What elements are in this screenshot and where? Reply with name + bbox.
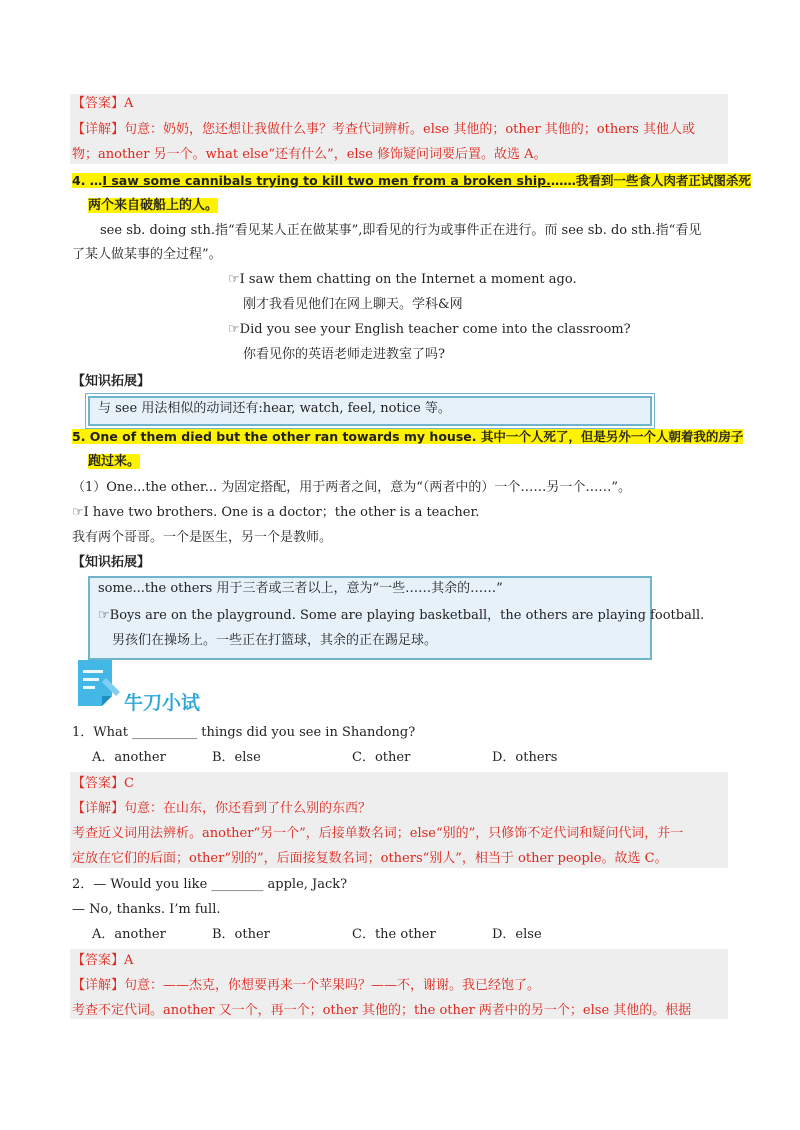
item5-heading bbox=[72, 428, 743, 446]
option: B．other bbox=[212, 927, 270, 942]
item5-chinese-cont: 跑过来。 bbox=[88, 454, 141, 469]
item4-heading bbox=[72, 172, 751, 190]
option: D．others bbox=[492, 750, 558, 765]
detail-line: 【详解】句意：——杰克，你想要再来一个苹果吗？——不，谢谢。我已经饱了。 bbox=[72, 978, 541, 993]
example-cn: 我有两个哥哥。一个是医生，另一个是教师。 bbox=[72, 530, 333, 545]
item4-heading-cont bbox=[88, 197, 218, 215]
item4-chinese: ……我看到一些食人肉者正试图杀死 bbox=[550, 173, 751, 188]
detail-line: 【详解】句意：在山东，你还看到了什么别的东西？ bbox=[72, 801, 372, 816]
item4-english-sentence: I saw some cannibals trying to kill two men from a broken ship. bbox=[102, 173, 551, 188]
example-en: ☞I saw them chatting on the Internet a moment ago. bbox=[228, 272, 577, 287]
detail-line: 考查不定代词。another 又一个，再一个；other 其他的；the other 两者中的另一个；else 其他的。根据 bbox=[72, 1003, 692, 1018]
detail-line: 定放在它们的后面；other“别的”，后面接复数名词；others“别人”，相当于 other people。故选 C。 bbox=[72, 851, 668, 866]
knowledge-ext-title: 【知识拓展】 bbox=[72, 374, 151, 389]
section-title: 牛刀小试 bbox=[124, 692, 201, 714]
question-stem: 1．What __________ things did you see in Shandong? bbox=[72, 725, 416, 740]
item4-number: 4. … bbox=[72, 173, 103, 188]
option: A．another bbox=[92, 750, 166, 765]
knowledge-ext-example-en: ☞Boys are on the playground. Some are playing basketball，the others are playing football. bbox=[98, 608, 705, 623]
option: A．another bbox=[92, 927, 166, 942]
detail-line: 【详解】句意：奶奶，您还想让我做什么事？考查代词辨析。else 其他的；other 其他的；others 其他人或 bbox=[72, 122, 695, 137]
answer-label: 【答案】A bbox=[72, 96, 134, 111]
knowledge-ext-title: 【知识拓展】 bbox=[72, 555, 151, 570]
knowledge-ext-text: 与 see 用法相似的动词还有:hear, watch, feel, notice 等。 bbox=[98, 401, 451, 416]
question-stem: 2．— Would you like ________ apple, Jack? bbox=[72, 877, 348, 892]
option: D．else bbox=[492, 927, 542, 942]
option: B．else bbox=[212, 750, 261, 765]
knowledge-ext-example-cn: 男孩们在操场上。一些正在打篮球，其余的正在踢足球。 bbox=[112, 633, 438, 648]
answer-label: 【答案】C bbox=[72, 776, 134, 791]
notepad-icon bbox=[76, 658, 122, 708]
item4-chinese-cont: 两个来自破船上的人。 bbox=[88, 198, 219, 213]
option: C．the other bbox=[352, 927, 436, 942]
detail-line: 考查近义词用法辨析。another“另一个”，后接单数名词；else“别的”，只修饰不定代词和疑问代词，并一 bbox=[72, 826, 684, 841]
knowledge-ext-text: some...the others 用于三者或三者以上，意为“一些……其余的……” bbox=[98, 581, 503, 596]
item4-explain: see sb. doing sth.指“看见某人正在做某事”,即看见的行为或事件正在进行。而 see sb. do sth.指“看见 bbox=[100, 223, 702, 238]
item4-explain-cont: 了某人做某事的全过程”。 bbox=[72, 247, 222, 262]
answer-label: 【答案】A bbox=[72, 953, 134, 968]
option: C．other bbox=[352, 750, 411, 765]
example-cn: 你看见你的英语老师走进教室了吗? bbox=[243, 347, 445, 362]
example-cn: 刚才我看见他们在网上聊天。学科&网 bbox=[243, 297, 463, 312]
question-reply: — No, thanks. I’m full. bbox=[72, 902, 221, 917]
item5-english-sentence: 5. One of them died but the other ran towards my house. bbox=[72, 429, 477, 444]
item5-heading-cont bbox=[88, 453, 140, 471]
item5-chinese: 其中一个人死了，但是另外一个人朝着我的房子 bbox=[476, 429, 744, 444]
detail-line: 物；another 另一个。what else“还有什么”，else 修饰疑问词要后置。故选 A。 bbox=[72, 147, 547, 162]
example-en: ☞Did you see your English teacher come into the classroom? bbox=[228, 322, 631, 337]
example-en: ☞I have two brothers. One is a doctor；the other is a teacher. bbox=[72, 505, 480, 520]
item5-point: （1）One...the other... 为固定搭配，用于两者之间，意为“（两者中的）一个……另一个……”。 bbox=[72, 480, 632, 495]
